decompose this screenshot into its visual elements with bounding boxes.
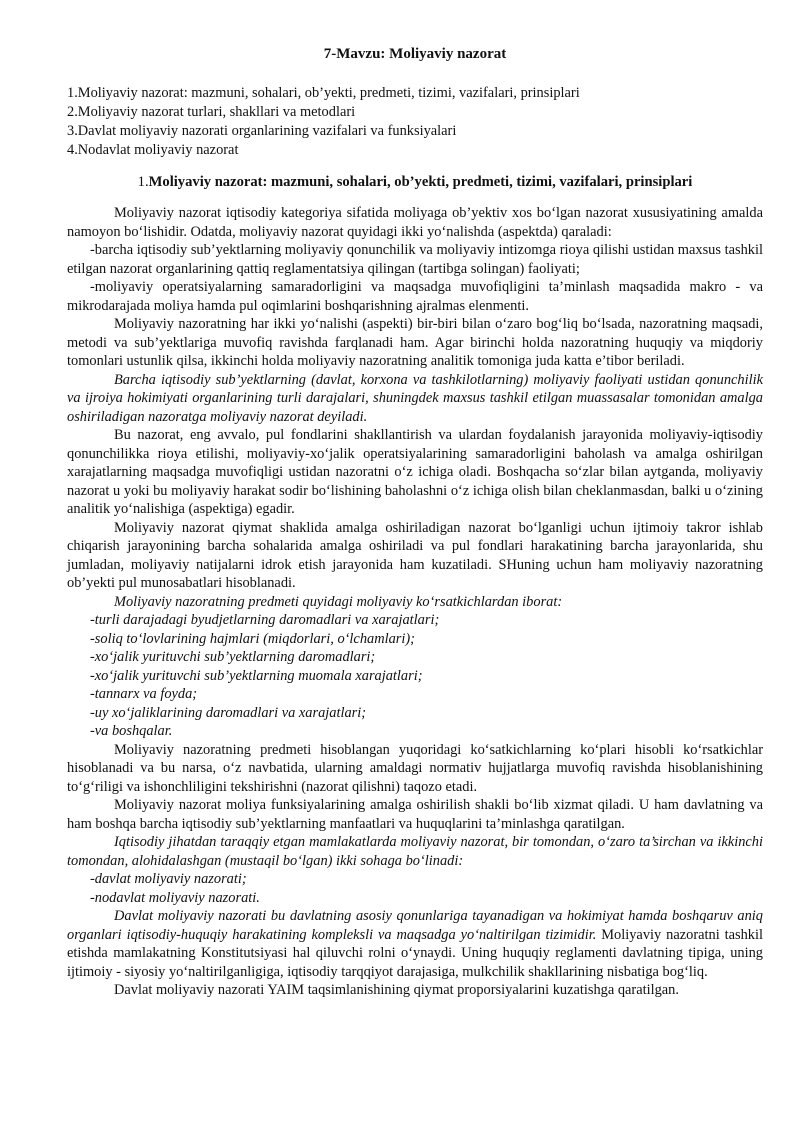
toc-item-2: 2.Moliyaviy nazorat turlari, shakllari va metodlari [67, 104, 356, 120]
section-heading [67, 172, 763, 192]
subject-list-item: -soliq to‘lovlarining hajmlari (miqdorlari, o‘lchamlari); [90, 630, 415, 647]
table-of-contents [67, 84, 763, 160]
subject-list-item: -uy xo‘jaliklarining daromadlari va xarajatlari; [90, 704, 367, 721]
section-number: 1. [137, 174, 149, 190]
page-title: 7-Mavzu: Moliyaviy nazorat [323, 46, 507, 62]
subject-list-item: -tannarx va foyda; [90, 686, 198, 702]
state-control-definition: Davlat moliyaviy nazorati bu davlatning asosiy qonunlariga tayanadigan va hokimiyat hamda boshqaruv aniq organlari iqtisodiy-huquqiy harakatining kompleksli va maqsadga yo‘naltirilgan tizimidir. [67, 908, 763, 943]
paragraph-aspects: Moliyaviy nazoratning har ikki yo‘nalishi (aspekti) bir-biri bilan o‘zaro bog‘liq bo‘lsada, nazoratning maqsadi, metodi va sub’yektlariga muvofiq ravishda farqlanadi ham. Agar birinchi holda nazoratning huquqiy va miqdoriy tomonlari ustunlik qilsa, ikkinchi holda moliyaviy nazoratning analitik tomoniga juda katta e’tibor beriladi. [67, 316, 763, 369]
subject-list-item: -turli darajadagi byudjetlarning daromadlari va xarajatlari; [90, 612, 440, 628]
paragraph-two-spheres: Iqtisodiy jihatdan taraqqiy etgan mamlakatlarda moliyaviy nazorat, bir tomondan, o‘zaro ta’sirchan va ikkinchi tomondan, alohidalashgan (mustaqil bo‘lgan) ikki sohaga bo‘linadi: [67, 834, 763, 869]
subject-list-item: -va boshqalar. [90, 723, 173, 739]
paragraph-state-control [67, 907, 763, 981]
paragraph-definition: Barcha iqtisodiy sub’yektlarning (davlat, korxona va tashkilotlarning) moliyaviy faoliyati ustidan qonunchilik va ijroiya hokimiyati organlarining turli darajalari, shuningdek maxsus tashkil etilgan muassasalar tomonidan amalga oshiriladigan nazoratga moliyaviy nazorat deyiladi. [67, 371, 763, 425]
paragraph-object: Moliyaviy nazorat qiymat shaklida amalga oshiriladigan nazorat bo‘lganligi uchun ijtimoiy takror ishlab chiqarish jarayonining barcha sohalarida amalga oshiriladi va pul fondlari harakatining barcha jarayonlarida, shu jumladan, moliyaviy natijalarni idrok etish jarayonida ham kuzatiladi. SHuning uchun ham moliyaviy nazoratning ob’yekti pul munosabatlari hisoblanadi. [67, 519, 763, 591]
toc-item-1: 1.Moliyaviy nazorat: mazmuni, sohalari, ob’yekti, predmeti, tizimi, vazifalari, prinsiplari [67, 85, 580, 101]
sphere-item-state: -davlat moliyaviy nazorati; [90, 871, 247, 887]
paragraph-function: Moliyaviy nazorat moliya funksiyalarining amalga oshirilish shakli bo‘lib xizmat qiladi. U ham davlatning va ham boshqa barcha iqtisodiy sub’yektlarning manfaatlari va huquqlarini ta’minlashga qaratilgan. [67, 797, 763, 832]
subject-list-item: -xo‘jalik yurituvchi sub’yektlarning muomala xarajatlari; [90, 667, 423, 684]
body-text [67, 204, 763, 1000]
paragraph-subject-intro: Moliyaviy nazoratning predmeti quyidagi moliyaviy ko‘rsatkichlardan iborat: [114, 593, 563, 610]
paragraph-indicators: Moliyaviy nazoratning predmeti hisoblangan yuqoridagi ko‘satkichlarning ko‘plari hisobli ko‘rsatkichlar hisoblanadi va bu narsa, o‘z navbatida, ularning amaldagi normativ hujjatlarga muvofiq ravishda hisoblanishining to‘g‘riligi va ishonchliligini tekshirishni (nazorat qilishni) taqozo etadi. [67, 741, 763, 795]
document-page [67, 44, 763, 1000]
paragraph-gdp: Davlat moliyaviy nazorati YAIM taqsimlanishining qiymat proporsiyalarini kuzatishga qaratilgan. [114, 982, 679, 998]
section-heading-text: Moliyaviy nazorat: mazmuni, sohalari, ob’yekti, predmeti, tizimi, vazifalari, prinsiplari [148, 174, 693, 190]
toc-item-3: 3.Davlat moliyaviy nazorati organlarining vazifalari va funksiyalari [67, 123, 457, 139]
paragraph-scope: Bu nazorat, eng avvalo, pul fondlarini shakllantirish va ulardan foydalanish jarayonida moliyaviy-iqtisodiy qonunchilikka rioya etilishi, moliyaviy-xo‘jalik operatsiyalarining samaradorligini baholash va amalga oshirilgan xarajatlarning maqsadga muvofiqligi ustidan nazoratni o‘z ichiga oladi. Boshqacha so‘zlar bilan aytganda, moliyaviy nazorat u yoki bu moliyaviy harakat sodir bo‘lishining baholashni o‘z ichiga olish bilan cheklanmasdan, balki u o‘zining analitik yo‘nalishiga (aspektiga) egadir. [67, 427, 763, 517]
sphere-item-nonstate: -nodavlat moliyaviy nazorati. [90, 889, 260, 906]
subject-list-item: -xo‘jalik yurituvchi sub’yektlarning daromadlari; [90, 649, 376, 665]
state-control-text: Moliyaviy nazoratni tashkil etishda mamlakatning Konstitutsiyasi hal qiluvchi rolni o‘ynaydi. Uning huquqiy reglamenti davlatning tipiga, uning ijtimoiy - siyosiy yo‘naltirilganligiga, iqtisodiy tarqqiyot darajasiga, mulkchilik shakllarining nisbatiga bog‘liq. [67, 926, 763, 980]
paragraph-intro: Moliyaviy nazorat iqtisodiy kategoriya sifatida moliyaga ob’yektiv xos bo‘lgan nazorat xususiyatining amalda namoyon bo‘lishidir. Odatda, moliyaviy nazorat quyidagi ikki yo‘nalishda (aspektda) qaraladi: [67, 205, 763, 240]
aspect-item-1: -barcha iqtisodiy sub’yektlarning moliyaviy qonunchilik va moliyaviy intizomga rioya qilishi ustidan maxsus tashkil etilgan nazorat organlarining qattiq reglamentatsiya qilingan (tartibga solingan) faoliyati; [67, 242, 763, 277]
toc-item-4: 4.Nodavlat moliyaviy nazorat [67, 142, 239, 158]
aspect-item-2: -moliyaviy operatsiyalarning samaradorligini va maqsadga muvofiqligini ta’minlash maqsadida makro - va mikrodarajada moliya hamda pul oqimlarini boshqarishning ajralmas elenmenti. [67, 279, 763, 314]
